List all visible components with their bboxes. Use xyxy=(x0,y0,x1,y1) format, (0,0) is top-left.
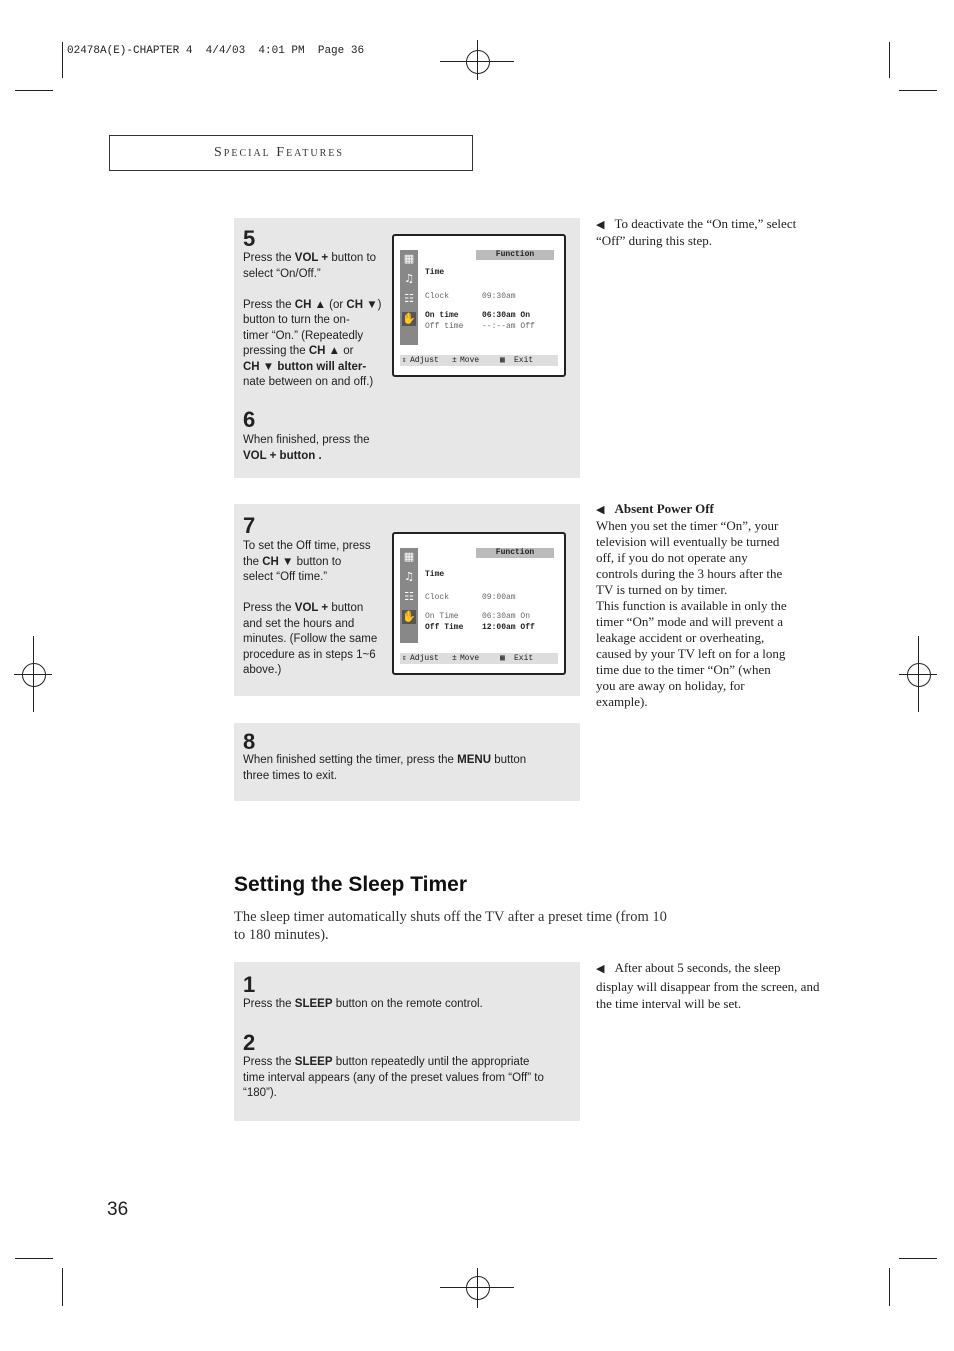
registration-mark xyxy=(907,663,931,687)
step-segment: Press the xyxy=(243,252,295,264)
step-text xyxy=(243,539,393,679)
help-adjust: Adjust xyxy=(410,654,439,663)
tv-menu-screen xyxy=(392,234,566,377)
step-number: 7 xyxy=(243,513,256,538)
step-text xyxy=(243,753,573,784)
button-key: VOL + xyxy=(294,252,329,264)
step-text xyxy=(243,997,573,1013)
menu-row-value: --:--am Off xyxy=(482,322,535,331)
registration-mark xyxy=(466,1276,490,1300)
step-panel-sleep xyxy=(234,962,580,1121)
crop-mark xyxy=(62,42,63,78)
side-note-title: Absent Power Off xyxy=(614,501,714,516)
menu-row-value: 06:30am On xyxy=(482,612,531,621)
step-segment: button xyxy=(491,754,527,766)
exit-menu-icon: ▦ xyxy=(500,356,505,365)
menu-row-label: Clock xyxy=(425,292,450,301)
note-line: controls during the 3 hours after the xyxy=(596,566,783,581)
menu-row-label: Clock xyxy=(425,593,450,602)
step-segment: select “Off time.” xyxy=(243,571,328,583)
step-segment: When finished, press the xyxy=(243,434,370,446)
button-key: CH ▼ xyxy=(262,555,294,568)
left-pointer-icon: ◀ xyxy=(596,218,605,231)
menu-row-value: 12:00am Off xyxy=(482,623,535,632)
button-key: SLEEP xyxy=(294,1056,333,1068)
crop-mark xyxy=(899,90,937,91)
step-text xyxy=(243,1055,573,1102)
music-note-icon: ♫ xyxy=(404,272,414,285)
menu-function-tab: Function xyxy=(476,250,554,260)
step-segment: To set the Off time, press xyxy=(243,540,371,552)
help-exit: Exit xyxy=(514,356,534,365)
step-line xyxy=(243,344,393,360)
menu-help-bar xyxy=(400,653,558,664)
menu-icon-column xyxy=(400,548,418,643)
picture-icon: ▦ xyxy=(403,550,415,563)
crop-mark xyxy=(15,90,53,91)
side-note-lines xyxy=(596,518,824,710)
step-number: 2 xyxy=(243,1030,256,1055)
menu-row-value: 09:30am xyxy=(482,292,516,301)
step-number: 5 xyxy=(243,226,256,251)
step-line xyxy=(243,267,393,283)
adjust-icon: ⇕ xyxy=(402,654,407,663)
picture-icon: ▦ xyxy=(403,252,415,265)
step-line xyxy=(243,449,393,465)
page-number: 36 xyxy=(107,1199,129,1220)
section-title: Setting the Sleep Timer xyxy=(234,873,467,896)
step-segment: time interval appears (any of the preset values from “Off” to xyxy=(243,1071,544,1084)
hand-setup-icon: ✋ xyxy=(402,610,416,623)
step-segment: button to turn the on- xyxy=(243,314,350,326)
step-segment: button to xyxy=(293,555,342,568)
menu-title: Time xyxy=(425,268,445,277)
button-key: CH ▼ xyxy=(346,298,378,311)
step-segment: or xyxy=(340,345,354,357)
step-panel-7 xyxy=(234,504,580,696)
menu-row-label: On Time xyxy=(425,612,459,621)
step-panel-8 xyxy=(234,723,580,801)
note-line: time due to the timer “On” (when xyxy=(596,662,771,677)
step-line xyxy=(243,617,393,633)
step-line xyxy=(243,360,393,376)
step-line xyxy=(243,1086,573,1102)
button-key: button will alter- xyxy=(274,360,367,373)
step-line xyxy=(243,648,393,664)
step-line xyxy=(243,997,573,1013)
step-line xyxy=(243,313,393,329)
help-exit: Exit xyxy=(514,654,534,663)
step-segment: ) xyxy=(377,298,382,311)
step-segment: above.) xyxy=(243,664,282,676)
note-line: television will eventually be turned xyxy=(596,534,780,549)
step-segment: procedure as in steps 1~6 xyxy=(243,648,376,661)
step-segment: Press the xyxy=(243,298,295,311)
button-key: SLEEP xyxy=(294,998,333,1010)
move-icon: ± xyxy=(452,356,457,365)
step-line xyxy=(243,375,393,391)
step-segment: and set the hours and xyxy=(243,617,355,630)
crop-mark xyxy=(15,1258,53,1259)
tv-menu-screen xyxy=(392,532,566,675)
step-line xyxy=(243,555,393,571)
note-line: you are away on holiday, for xyxy=(596,678,745,693)
step-line xyxy=(243,753,573,769)
menu-row-value: 06:30am On xyxy=(482,311,531,320)
side-note-text: After about 5 seconds, the sleep display will disappear from the screen, and the time interval will be set. xyxy=(596,960,820,1011)
note-line: When you set the timer “On”, your xyxy=(596,518,779,533)
side-note-deactivate xyxy=(596,216,821,249)
step-number: 1 xyxy=(243,972,256,997)
step-segment: (or xyxy=(325,298,347,311)
section-header-text: Special Features xyxy=(214,145,344,160)
note-line: timer “On” mode and will prevent a xyxy=(596,614,783,629)
step-segment: Press the xyxy=(243,602,295,614)
step-segment: button repeatedly until the appropriate xyxy=(332,1056,530,1068)
note-line: This function is available in only the xyxy=(596,598,787,613)
step-segment: nate between on and off.) xyxy=(243,376,374,388)
note-line: example). xyxy=(596,694,648,709)
menu-row-label: Off Time xyxy=(425,623,464,632)
step-line xyxy=(243,251,393,267)
step-line xyxy=(243,632,393,648)
crop-mark xyxy=(889,42,890,78)
button-key: CH ▼ xyxy=(243,360,275,373)
step-line xyxy=(243,282,393,298)
step-segment: timer “On.” (Repeatedly xyxy=(243,329,364,342)
left-pointer-icon: ◀ xyxy=(596,962,605,975)
step-line xyxy=(243,329,393,345)
menu-icon-column xyxy=(400,250,418,345)
menu-title: Time xyxy=(425,570,445,579)
note-line: caused by your TV left on for a long xyxy=(596,646,786,661)
adjust-icon: ⇕ xyxy=(402,356,407,365)
music-note-icon: ♫ xyxy=(404,570,414,583)
step-line xyxy=(243,539,393,555)
button-key: VOL + xyxy=(243,449,277,462)
crop-mark xyxy=(62,1268,63,1306)
step-line xyxy=(243,601,393,617)
note-line: TV is turned on by timer. xyxy=(596,582,728,597)
side-note-absent-power-off xyxy=(596,501,824,710)
button-key: CH ▲ xyxy=(308,345,341,357)
step-segment: Press the xyxy=(243,1056,295,1068)
section-intro: The sleep timer automatically shuts off the TV after a preset time (from 10 to 180 minutes). xyxy=(234,909,667,943)
step-text xyxy=(243,433,393,464)
step-line xyxy=(243,1055,573,1071)
step-segment: three times to exit. xyxy=(243,769,337,782)
channel-antenna-icon: ☷ xyxy=(404,292,414,305)
step-segment: Press the xyxy=(243,998,295,1010)
step-segment: the xyxy=(243,555,263,568)
button-key: CH ▲ xyxy=(294,298,326,311)
button-key: VOL + xyxy=(294,602,329,614)
step-segment: button xyxy=(328,602,364,614)
note-line: off, if you do not operate any xyxy=(596,550,748,565)
step-segment: button on the remote control. xyxy=(332,998,483,1010)
step-number: 8 xyxy=(243,729,256,754)
exit-menu-icon: ▦ xyxy=(500,654,505,663)
step-panel-5-6 xyxy=(234,218,580,478)
step-text xyxy=(243,251,393,391)
section-header xyxy=(109,135,473,171)
menu-row-value: 09:00am xyxy=(482,593,516,602)
step-segment: “180”). xyxy=(243,1087,277,1099)
step-segment: When finished setting the timer, press the xyxy=(243,754,458,766)
side-note-text: To deactivate the “On time,” select “Off” during this step. xyxy=(596,216,797,248)
step-line xyxy=(243,1071,573,1087)
note-line: leakage accident or overheating, xyxy=(596,630,765,645)
menu-row-label: Off time xyxy=(425,322,464,331)
step-line xyxy=(243,298,393,314)
step-segment: select “On/Off.” xyxy=(243,267,321,280)
help-adjust: Adjust xyxy=(410,356,439,365)
hand-setup-icon: ✋ xyxy=(402,312,416,325)
step-segment: pressing the xyxy=(243,345,309,357)
left-pointer-icon: ◀ xyxy=(596,503,605,516)
registration-mark xyxy=(466,50,490,74)
step-line xyxy=(243,433,393,449)
help-move: Move xyxy=(460,356,480,365)
menu-row-label: On time xyxy=(425,311,459,320)
step-line xyxy=(243,769,573,785)
registration-mark xyxy=(22,663,46,687)
side-note-sleep xyxy=(596,959,821,1013)
step-line xyxy=(243,570,393,586)
crop-mark xyxy=(899,1258,937,1259)
button-key: button . xyxy=(276,449,322,462)
print-slug: 02478A(E)-CHAPTER 4 4/4/03 4:01 PM Page 36 xyxy=(67,45,365,57)
step-line xyxy=(243,663,393,679)
step-number: 6 xyxy=(243,407,256,432)
step-segment: minutes. (Follow the same xyxy=(243,633,378,645)
move-icon: ± xyxy=(452,654,457,663)
menu-function-tab: Function xyxy=(476,548,554,558)
help-move: Move xyxy=(460,654,480,663)
channel-antenna-icon: ☷ xyxy=(404,590,414,603)
crop-mark xyxy=(889,1268,890,1306)
step-line xyxy=(243,586,393,602)
button-key: MENU xyxy=(457,754,492,766)
menu-help-bar xyxy=(400,355,558,366)
step-segment: button to xyxy=(328,252,377,264)
